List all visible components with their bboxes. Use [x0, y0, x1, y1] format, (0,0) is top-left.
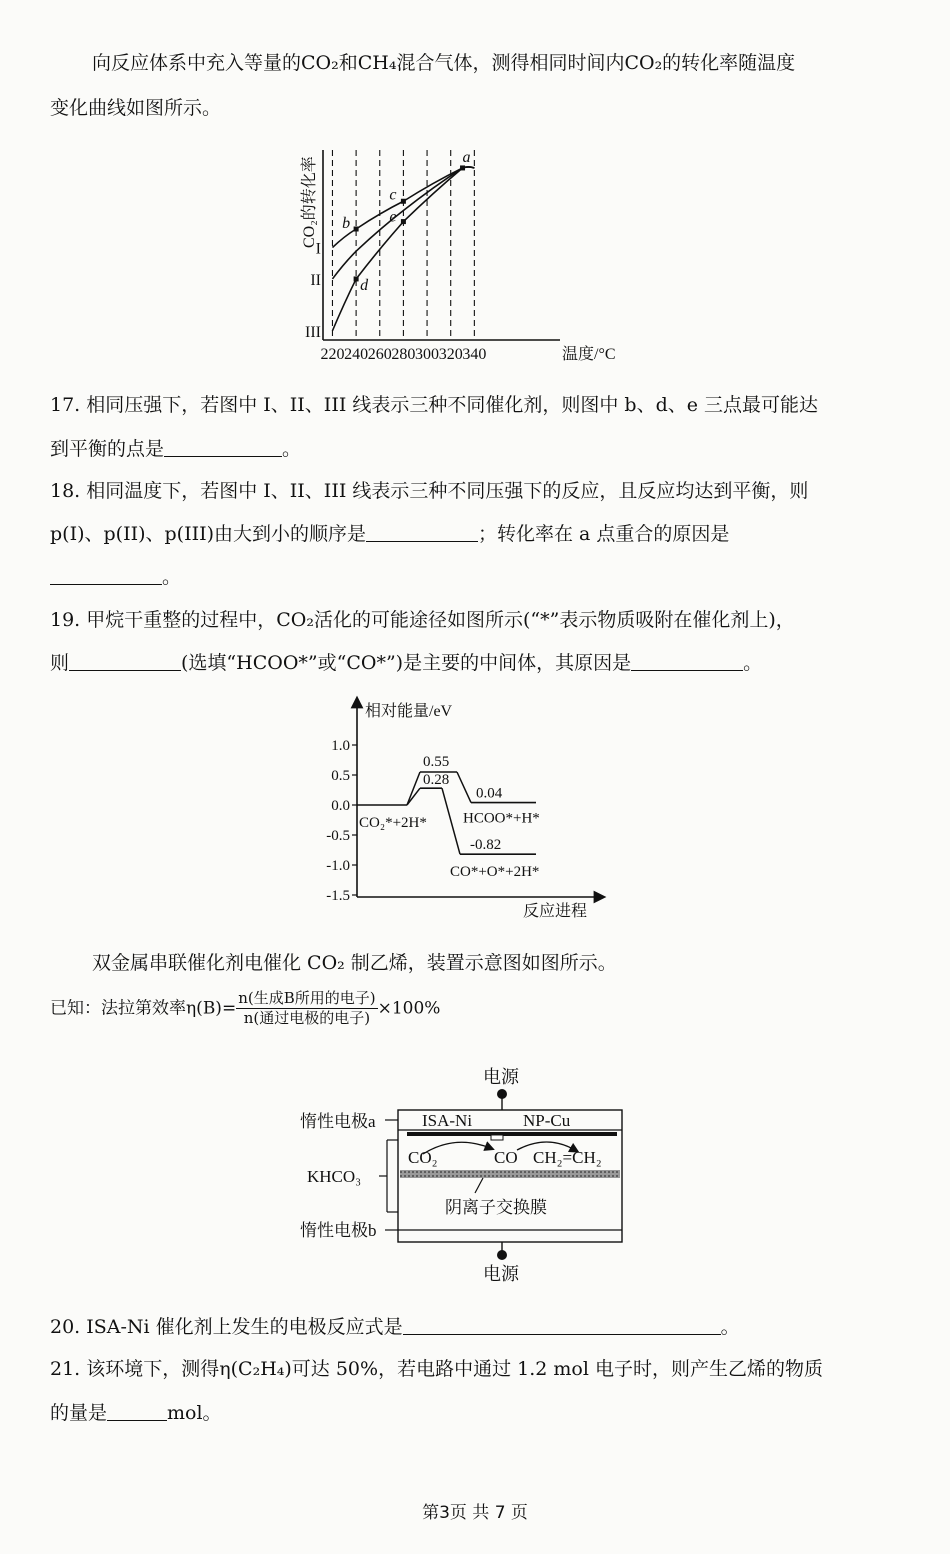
q18-prefix: p(I)、p(II)、p(III)由大到小的顺序是	[50, 523, 366, 545]
conversion-chart	[290, 140, 640, 368]
q20-answer-blank[interactable]	[403, 1316, 721, 1335]
curve-label-III: III	[305, 323, 321, 341]
energy-diagram	[310, 692, 630, 924]
intro-line-1: 向反应体系中充入等量的CO₂和CH₄混合气体，测得相同时间内CO₂的转化率随温度	[92, 52, 796, 74]
power-top-label: 电源	[483, 1067, 519, 1087]
chart1-ylabel: CO₂的转化率	[301, 156, 318, 248]
transition-line	[442, 788, 460, 854]
q18-line-2	[50, 523, 910, 546]
x-tick-label: 340	[462, 346, 487, 363]
q19-end: 。	[743, 652, 763, 674]
q21-prefix: 的量是	[50, 1402, 108, 1424]
electrode-a-label: 惰性电极a	[300, 1112, 376, 1131]
x-tick-label: 300	[415, 346, 440, 363]
y-tick-label: -1.5	[326, 888, 350, 904]
x-tick-label: 260	[367, 346, 392, 363]
curve-label-I: I	[315, 240, 321, 258]
intro-line-2: 变化曲线如图所示。	[50, 97, 222, 119]
q18-middle: ；转化率在 a 点重合的原因是	[478, 523, 730, 545]
catalyst-isa-ni: ISA-Ni	[422, 1111, 473, 1130]
level-value-label: 0.55	[423, 754, 450, 770]
point-label-b: b	[342, 215, 351, 232]
y-tick-label: 0.5	[331, 768, 350, 784]
point-e	[401, 219, 406, 224]
q19-line-1: 19. 甲烷干重整的过程中，CO₂活化的可能途径如图所示(“*”表示物质吸附在催化剂上)，	[50, 609, 795, 631]
q18-end: 。	[162, 566, 182, 588]
q18-reason-blank[interactable]	[50, 566, 162, 585]
q17-line-1: 17. 相同压强下，若图中 I、II、III 线表示三种不同催化剂，则图中 b、d、e 三点最可能达	[50, 394, 819, 416]
faraday-prefix: 已知：法拉第效率η(B)=	[50, 998, 237, 1019]
q17-answer-blank[interactable]	[164, 438, 282, 457]
faraday-efficiency	[50, 990, 910, 1028]
point-label-a: a	[462, 148, 471, 166]
x-tick-label: 220	[320, 346, 345, 363]
q19-reason-blank[interactable]	[631, 652, 743, 671]
q21-line-1: 21. 该环境下，测得η(C₂H₄)可达 50%，若电路中通过 1.2 mol 电子时，则产生乙烯的物质	[50, 1358, 823, 1380]
section2-intro: 双金属串联催化剂电催化 CO₂ 制乙烯，装置示意图如图所示。	[92, 952, 617, 974]
point-b	[354, 227, 359, 232]
q18-line-3	[50, 566, 910, 589]
q20-prefix: 20. ISA-Ni 催化剂上发生的电极反应式是	[50, 1316, 403, 1338]
transition-line	[407, 788, 420, 805]
q19-intermediate-blank[interactable]	[69, 652, 181, 671]
point-label-c: c	[389, 186, 397, 204]
level-value-label: 0.04	[476, 785, 503, 802]
q19-prefix: 则	[50, 652, 70, 674]
species-ethylene: CH₂=CH₂	[533, 1148, 602, 1167]
fraction-numerator: n(生成B所用的电子)	[236, 990, 377, 1009]
chart2-xlabel: 反应进程	[523, 903, 588, 920]
page-footer: 第3页 共 7 页	[422, 1503, 528, 1523]
q21-unit: mol。	[167, 1402, 222, 1424]
species-label: HCOO*+H*	[463, 810, 540, 827]
q18-line-1: 18. 相同温度下，若图中 I、II、III 线表示三种不同压强下的反应，且反应均达到平衡，则	[50, 480, 809, 502]
point-label-e: e	[389, 208, 397, 226]
q19-middle: (选填“HCOO*”或“CO*”)是主要的中间体，其原因是	[181, 652, 632, 674]
q20-end: 。	[720, 1316, 740, 1338]
q19-line-2	[50, 652, 910, 675]
x-tick-label: 240	[344, 346, 369, 363]
species-co: CO	[494, 1148, 518, 1167]
y-tick-label: 1.0	[331, 738, 350, 754]
faraday-fraction	[236, 990, 377, 1028]
point-c	[401, 199, 406, 204]
chart2-ylabel: 相对能量/eV	[365, 703, 453, 720]
level-value-label: 0.28	[423, 772, 450, 789]
transition-line	[457, 772, 471, 803]
electrolysis-device	[295, 1062, 635, 1288]
species-co2: CO₂	[408, 1148, 438, 1167]
q17-prefix: 到平衡的点是	[50, 438, 165, 460]
point-a	[460, 165, 465, 170]
x-tick-label: 320	[438, 346, 463, 363]
catalyst-np-cu: NP-Cu	[523, 1111, 571, 1130]
electrolyte-label: KHCO₃	[307, 1167, 362, 1186]
transition-line	[407, 772, 420, 805]
species-label: CO₂*+2H*	[359, 815, 427, 831]
q17-end: 。	[282, 438, 302, 460]
point-d	[354, 276, 359, 281]
y-tick-label: 0.0	[331, 798, 350, 814]
q21-line-2	[50, 1402, 910, 1425]
y-tick-label: -0.5	[326, 828, 350, 844]
level-value-label: -0.82	[470, 837, 502, 854]
point-label-d: d	[360, 276, 369, 294]
membrane-label: 阴离子交换膜	[445, 1198, 547, 1217]
q17-line-2	[50, 438, 910, 461]
q20	[50, 1316, 910, 1339]
species-label: CO*+O*+2H*	[450, 864, 540, 881]
power-bottom-label: 电源	[483, 1264, 519, 1284]
curve-label-II: II	[310, 271, 321, 289]
faraday-suffix: ×100%	[377, 998, 441, 1019]
y-tick-label: -1.0	[326, 858, 350, 874]
chart1-xlabel: 温度/°C	[562, 346, 616, 363]
fraction-denominator: n(通过电极的电子)	[243, 1009, 371, 1028]
q18-order-blank[interactable]	[366, 523, 478, 542]
q21-answer-blank[interactable]	[107, 1402, 167, 1421]
electrode-b-label: 惰性电极b	[300, 1221, 377, 1240]
x-tick-label: 280	[391, 346, 416, 363]
